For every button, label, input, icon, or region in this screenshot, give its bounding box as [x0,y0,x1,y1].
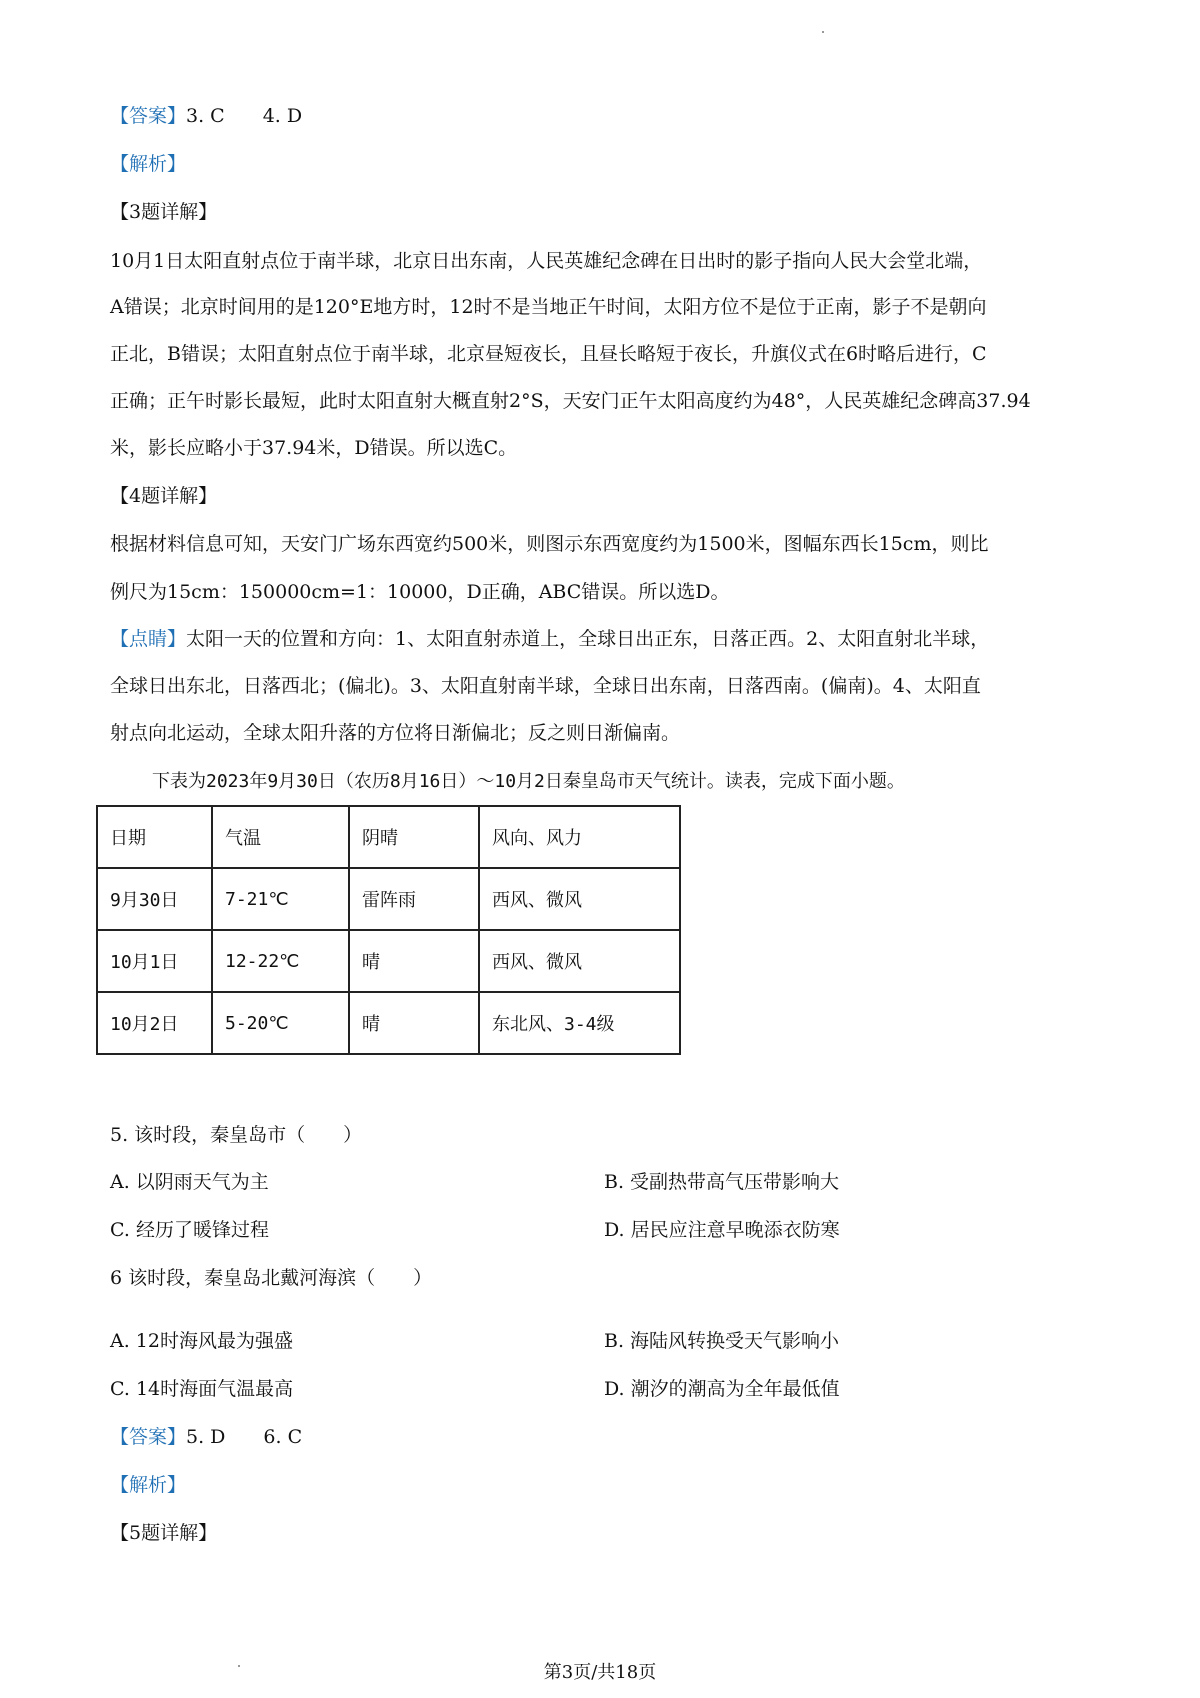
scan-speck [238,1665,240,1667]
header-cell-date: 日期 [97,806,212,868]
q5-option-a: A. 以阴雨天气为主 [110,1171,269,1193]
table-header-row [97,806,680,868]
q5-option-b: B. 受副热带高气压带影响大 [604,1171,840,1193]
table-intro: 下表为2023年9月30日（农历8月16日）～10月2日秦皇岛市天气统计。读表，完成下面小题。 [152,771,905,792]
analysis-tag: 【解析】 [110,153,187,175]
header-cell-sky: 阴晴 [349,806,479,868]
analysis-tag: 【解析】 [110,1474,187,1496]
tip-line: 射点向北运动，全球太阳升落的方位将日渐偏北；反之则日渐偏南。 [110,722,681,744]
detail-3-line: 正北，B错误；太阳直射点位于南半球，北京昼短夜长，且昼长略短于夜长，升旗仪式在6时略后进行，C [110,343,987,365]
table-cell: 东北风、3-4级 [479,992,680,1054]
table-cell: 10月2日 [97,992,212,1054]
table-cell: 西风、微风 [479,868,680,930]
tip-line [110,627,1100,651]
answer-tag: 【答案】 [110,105,187,127]
table-row [97,992,680,1054]
detail-4-line: 根据材料信息可知，天安门广场东西宽约500米，则图示东西宽度约为1500米，图幅东西长15cm，则比 [110,533,989,555]
table-cell: 西风、微风 [479,930,680,992]
q5-option-c: C. 经历了暖锋过程 [110,1219,269,1241]
question-5-stem: 5. 该时段，秦皇岛市（ ） [110,1124,363,1146]
detail-3-title: 【3题详解】 [110,201,218,223]
table-cell: 10月1日 [97,930,212,992]
detail-4-title: 【4题详解】 [110,485,218,507]
q5-option-d: D. 居民应注意早晚添衣防寒 [604,1219,840,1241]
detail-5-title: 【5题详解】 [110,1522,218,1544]
q6-option-c: C. 14时海面气温最高 [110,1378,294,1400]
table-cell: 晴 [349,992,479,1054]
table-row [97,868,680,930]
q6-option-d: D. 潮汐的潮高为全年最低值 [604,1378,840,1400]
answer-text: 5. D 6. C [186,1426,303,1448]
q6-option-a: A. 12时海风最为强盛 [110,1330,293,1352]
header-cell-temp: 气温 [212,806,349,868]
detail-3-line: 米，影长应略小于37.94米，D错误。所以选C。 [110,437,518,459]
tip-tag: 【点睛】 [110,628,187,650]
table-cell: 7-21℃ [212,868,349,930]
header-cell-wind: 风向、风力 [479,806,680,868]
detail-3-line: 正确；正午时影长最短，此时太阳直射大概直射2°S，天安门正午太阳高度约为48°，人民英雄纪念碑高37.94 [110,390,1031,412]
tip-line: 全球日出东北，日落西北；(偏北)。3、太阳直射南半球，全球日出东南，日落西南。(偏南)。4、太阳直 [110,675,981,697]
question-6-stem: 6 该时段，秦皇岛北戴河海滨（ ） [110,1267,433,1289]
detail-3-line: A错误；北京时间用的是120°E地方时，12时不是当地正午时间，太阳方位不是位于正南，影子不是朝向 [110,296,987,318]
table-cell: 9月30日 [97,868,212,930]
page-number-footer: 第3页/共18页 [543,1662,657,1683]
answer-text: 3. C 4. D [186,105,303,127]
detail-4-line: 例尺为15cm：150000cm=1：10000，D正确，ABC错误。所以选D。 [110,581,730,603]
detail-3-line: 10月1日太阳直射点位于南半球，北京日出东南，人民英雄纪念碑在日出时的影子指向人民大会堂北端， [110,250,983,272]
q6-option-b: B. 海陆风转换受天气影响小 [604,1330,840,1352]
table-cell: 晴 [349,930,479,992]
tip-text: 太阳一天的位置和方向：1、太阳直射赤道上，全球日出正东，日落正西。2、太阳直射北半球， [186,628,990,650]
table-cell: 5-20℃ [212,992,349,1054]
weather-table [96,805,681,1055]
table-cell: 雷阵雨 [349,868,479,930]
table-row [97,930,680,992]
answer-line-q5-q6 [110,1425,1100,1449]
answer-line-q3-q4 [110,104,1100,128]
answer-tag: 【答案】 [110,1426,187,1448]
table-cell: 12-22℃ [212,930,349,992]
scan-speck [822,31,824,33]
